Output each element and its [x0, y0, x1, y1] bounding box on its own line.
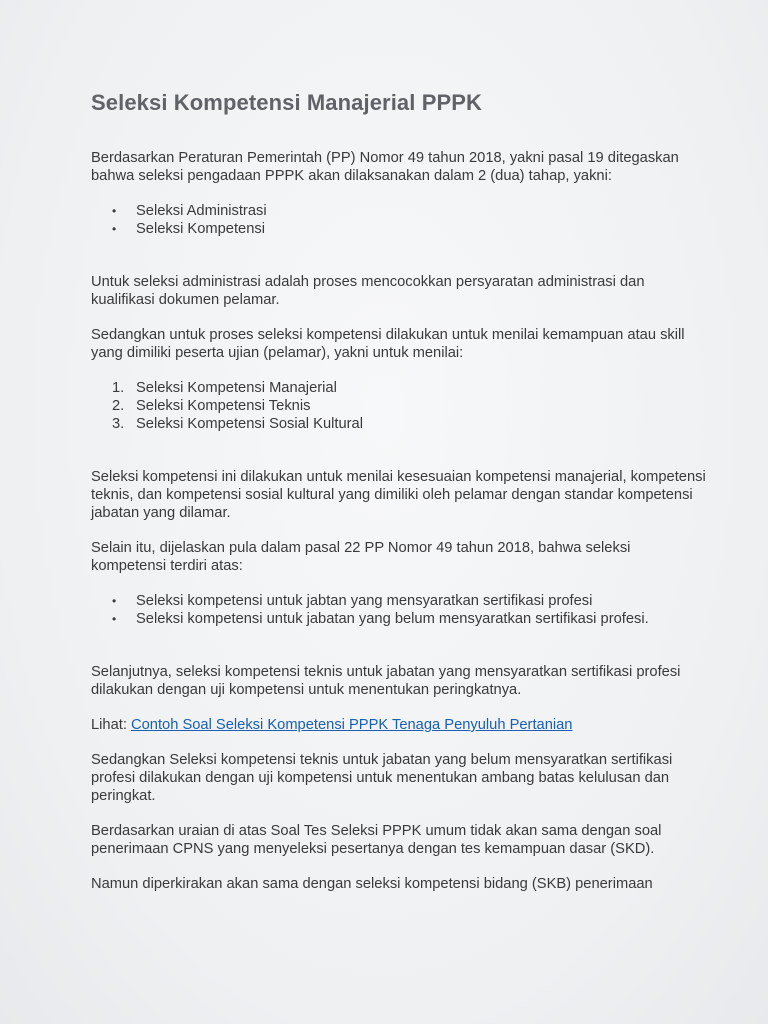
bullet-icon: • [112, 612, 117, 626]
paragraph-selanjutnya: Selanjutnya, seleksi kompetensi teknis untuk jabatan yang mensyaratkan sertifikasi profesi dilakukan dengan uji kompetensi untuk menentukan peringkatnya. [91, 664, 681, 698]
paragraph-administrasi: Untuk seleksi administrasi adalah proses mencocokkan persyaratan administrasi dan kualifikasi dokumen pelamar. [91, 274, 645, 308]
list-item: • Seleksi kompetensi untuk jabtan yang mensyaratkan sertifikasi profesi [112, 593, 593, 609]
page-title: Seleksi Kompetensi Manajerial PPPK [91, 90, 482, 115]
related-article-link[interactable]: Contoh Soal Seleksi Kompetensi PPPK Tenaga Penyuluh Pertanian [131, 717, 573, 733]
bullet-icon: • [112, 594, 117, 608]
paragraph-intro: Berdasarkan Peraturan Pemerintah (PP) Nomor 49 tahun 2018, yakni pasal 19 ditegaskan bahwa seleksi pengadaan PPPK akan dilaksanakan dalam 2 (dua) tahap, yakni: [91, 150, 679, 184]
related-link-line [91, 716, 708, 734]
list-item: • Seleksi kompetensi untuk jabatan yang belum mensyaratkan sertifikasi profesi. [112, 611, 649, 627]
paragraph-sedangkan: Sedangkan Seleksi kompetensi teknis untuk jabatan yang belum mensyaratkan sertifikasi profesi dilakukan dengan uji kompetensi untuk menentukan ambang batas kelulusan dan peringkat. [91, 752, 673, 804]
list-item: • Seleksi Administrasi [112, 203, 267, 219]
related-prefix: Lihat: [91, 717, 132, 733]
paragraph-namun: Namun diperkirakan akan sama dengan seleksi kompetensi bidang (SKB) penerimaan [91, 876, 653, 892]
list-item: 1. Seleksi Kompetensi Manajerial [112, 380, 337, 396]
paragraph-kesesuaian: Seleksi kompetensi ini dilakukan untuk menilai kesesuaian kompetensi manajerial, kompetensi teknis, dan kompetensi sosial kultural yang dimiliki oleh pelamar dengan standar kompetensi jabatan yang dilamar. [91, 469, 706, 521]
competency-types-list [91, 379, 708, 433]
paragraph-kompetensi: Sedangkan untuk proses seleksi kompetensi dilakukan untuk menilai kemampuan atau skill yang dimiliki peserta ujian (pelamar), yakni untuk menilai: [91, 327, 685, 361]
list-item: 3. Seleksi Kompetensi Sosial Kultural [112, 416, 363, 432]
list-item: • Seleksi Kompetensi [112, 221, 265, 237]
paragraph-uraian: Berdasarkan uraian di atas Soal Tes Seleksi PPPK umum tidak akan sama dengan soal penerimaan CPNS yang menyeleksi pesertanya dengan tes kemampuan dasar (SKD). [91, 823, 662, 857]
list-item: 2. Seleksi Kompetensi Teknis [112, 398, 311, 414]
bullet-icon: • [112, 222, 117, 236]
bullet-icon: • [112, 204, 117, 218]
competency-components-list [91, 592, 708, 628]
selection-stages-list [91, 202, 708, 238]
paragraph-pasal-22: Selain itu, dijelaskan pula dalam pasal 22 PP Nomor 49 tahun 2018, bahwa seleksi kompetensi terdiri atas: [91, 540, 631, 574]
